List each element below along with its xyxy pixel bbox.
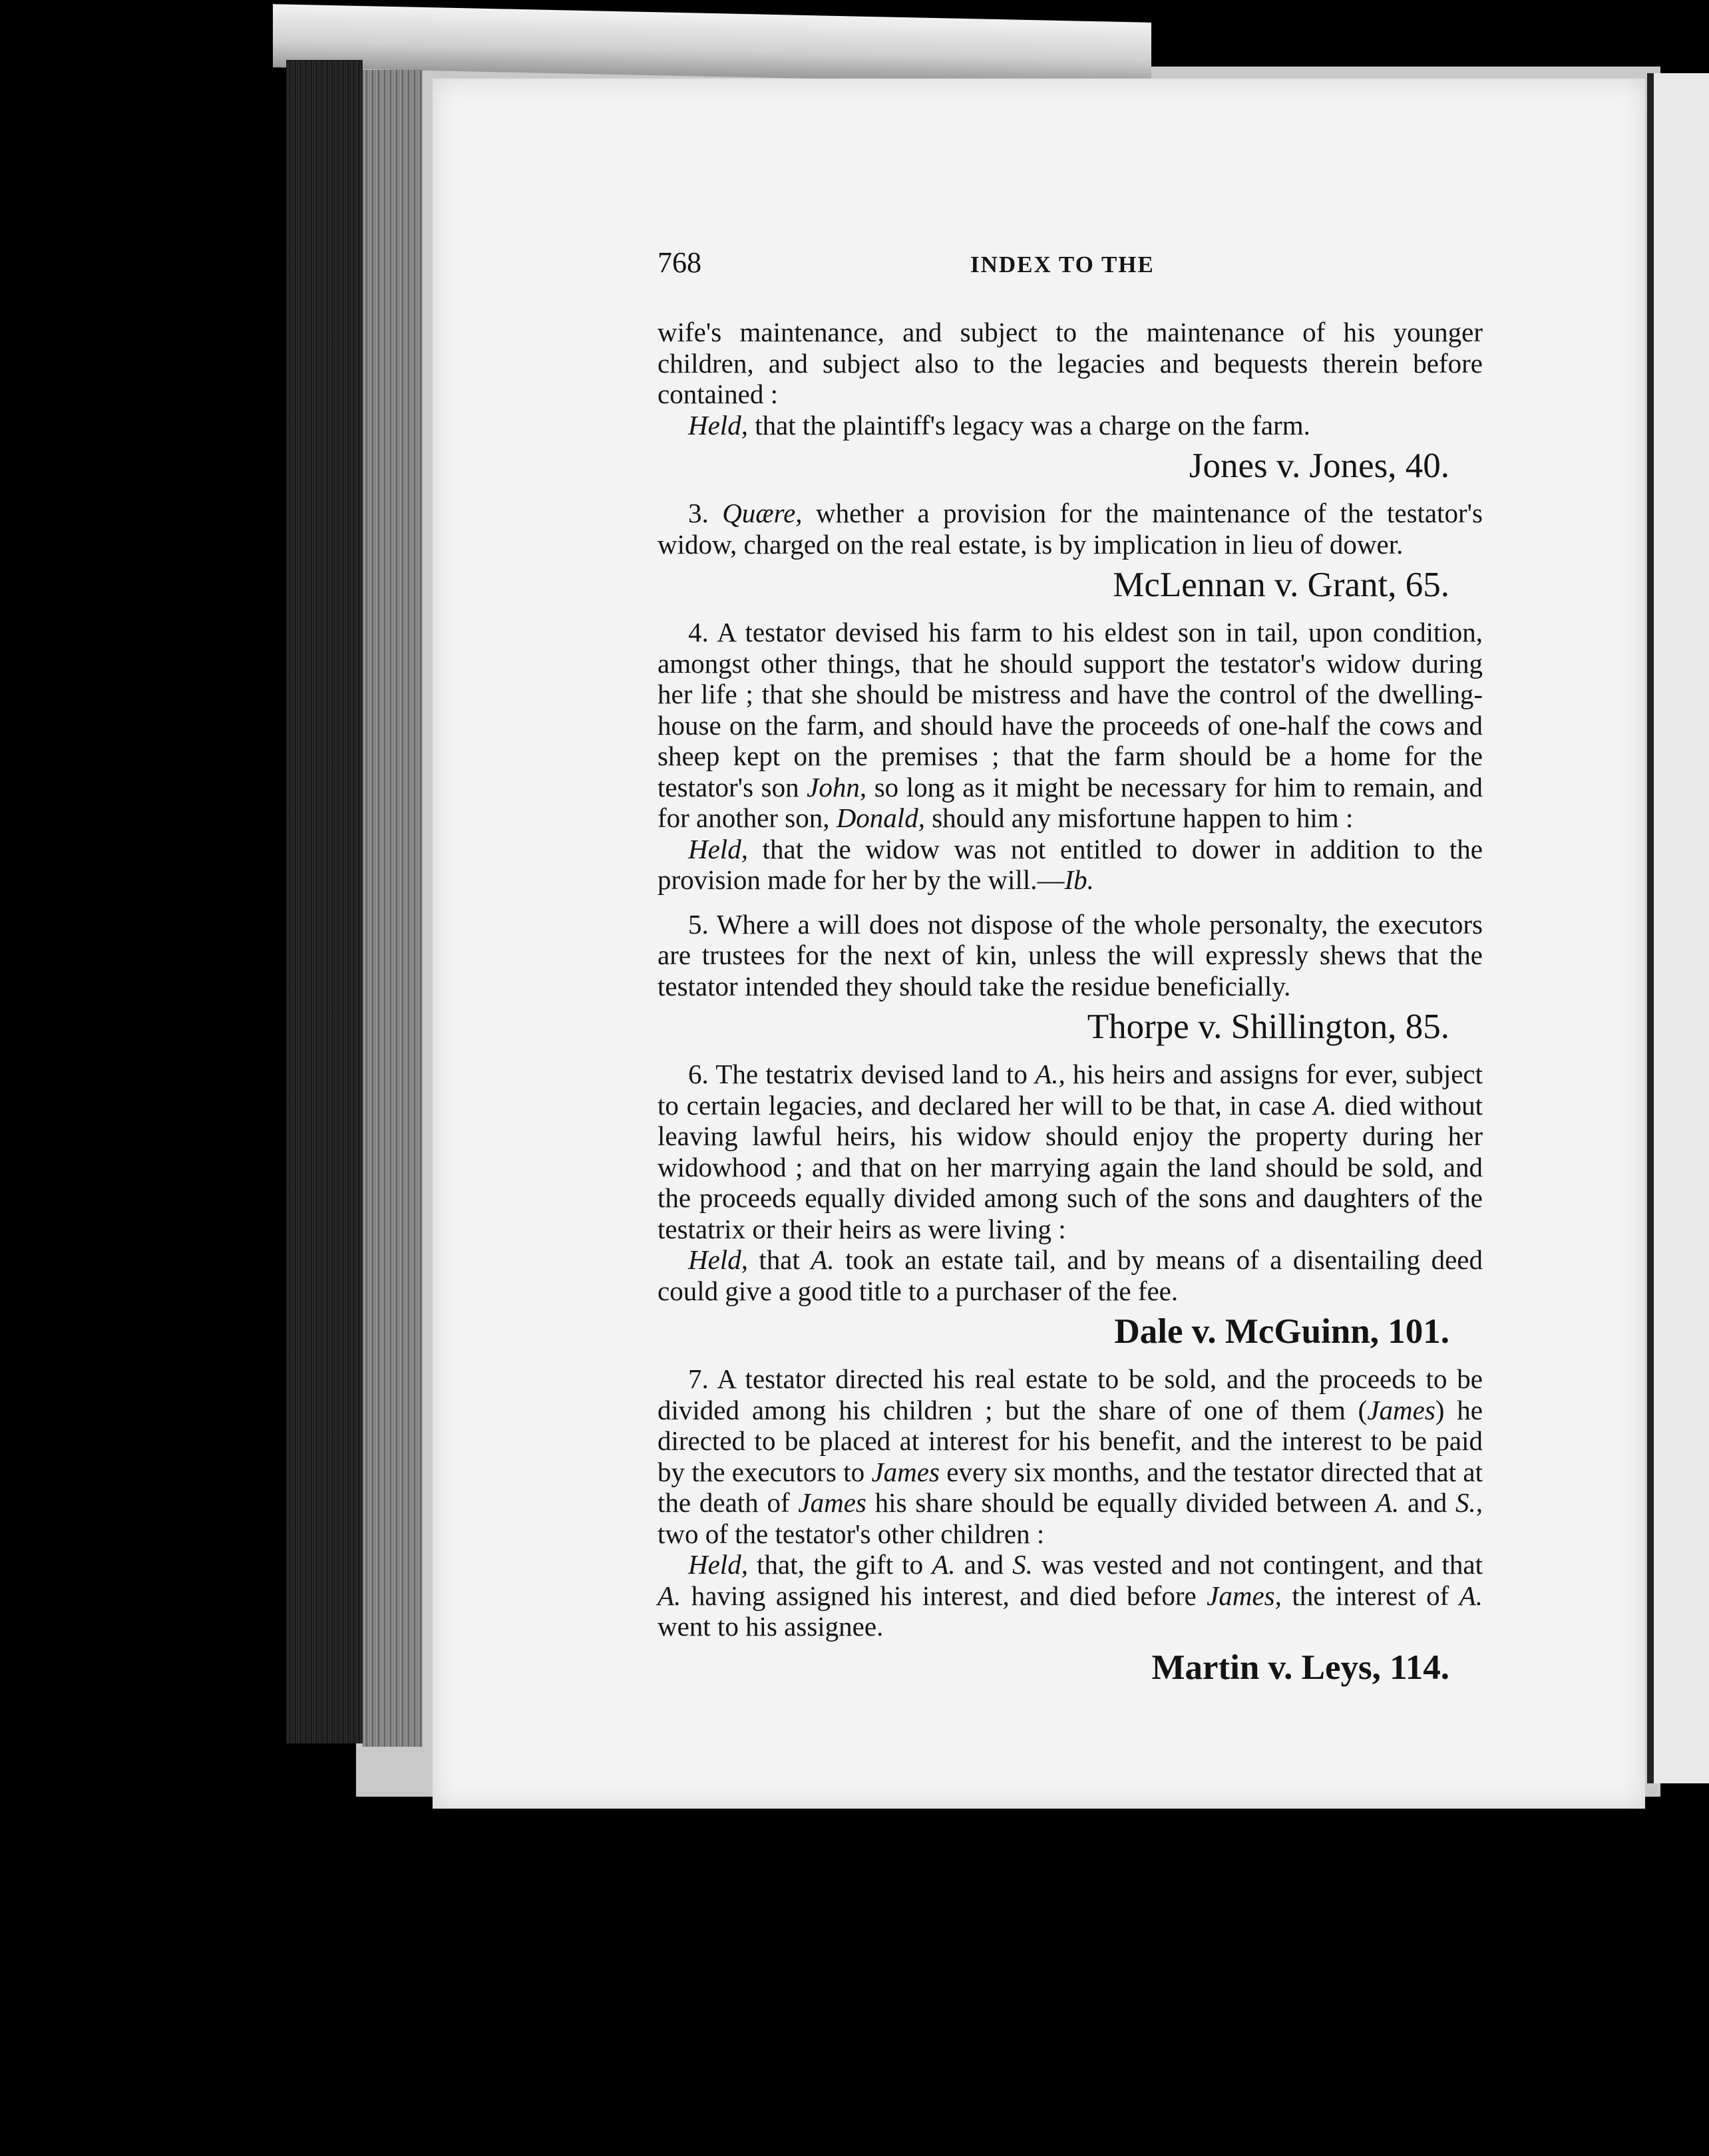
page-text (658, 248, 1483, 1700)
held-paragraph (658, 410, 1483, 441)
held-text: that (747, 1244, 811, 1275)
paragraph-text: his heirs and assigns for ever, subject to certain legacies, and declared her will to be that, in case (658, 1059, 1483, 1121)
held-text: took an estate tail, and by means of a disentailing deed could give a good title to a purchaser of the fee. (658, 1244, 1483, 1306)
held-text: having assigned his interest, and died before (681, 1580, 1207, 1611)
page-number: 768 (658, 246, 701, 279)
held-word: Held, (688, 1549, 748, 1580)
case-citation: Jones v. Jones, 40. (1189, 447, 1449, 485)
quaere-word: Quære, (722, 498, 803, 528)
italic-name: James (871, 1456, 940, 1487)
case-citation: Thorpe v. Shillington, 85. (1087, 1007, 1449, 1046)
paragraph-number: 3. (688, 498, 723, 528)
facing-page-edge (1647, 73, 1709, 1783)
paragraph-text: two of the testator's other children : (658, 1518, 1045, 1549)
italic-name: James, (1207, 1580, 1282, 1611)
held-text: the interest of (1281, 1580, 1459, 1611)
held-text: that, the gift to (747, 1549, 932, 1580)
paragraph-text: his share should be equally divided between (866, 1487, 1376, 1518)
paragraph-4 (658, 617, 1483, 834)
italic-letter: S. (1012, 1549, 1033, 1580)
held-word: Held, (688, 833, 748, 864)
italic-letter: S., (1455, 1487, 1483, 1518)
page-header (658, 248, 1483, 287)
paragraph-3 (658, 498, 1483, 560)
paragraph-text: ) he directed to be placed at interest for his benefit, and the interest to be paid by the executors to (658, 1394, 1483, 1487)
held-word: Held, (688, 409, 748, 441)
paragraph-text: should any misfortune happen to him : (924, 803, 1354, 833)
paragraph-6 (658, 1059, 1483, 1244)
paragraph-5: 5. Where a will does not dispose of the whole personalty, the executors are trustees for the next of kin, unless the will expressly shews that the testator intended they should take the residue beneficially. (658, 908, 1483, 1001)
held-text: was vested and not contingent, and that (1032, 1549, 1483, 1580)
italic-name: John, (807, 771, 867, 803)
paragraph-text: whether a provision for the maintenance of the testator's widow, charged on the real estate, is by implication in lieu of dower. (658, 498, 1483, 560)
paragraph-7 (658, 1363, 1483, 1549)
held-text: that the widow was not entitled to dower in addition to the provision made for her by the will.— (658, 833, 1483, 895)
held-paragraph (658, 834, 1483, 896)
italic-letter: A., (1035, 1059, 1065, 1089)
italic-letter: A. (658, 1580, 681, 1611)
paragraph-continued: wife's maintenance, and subject to the maintenance of his younger children, and subject also to the legacies and bequests therein before contained : (658, 317, 1483, 409)
case-citation: Martin v. Leys, 114. (1151, 1648, 1449, 1687)
italic-letter: A. (1375, 1487, 1400, 1518)
paragraph-text: 6. The testatrix devised land to (688, 1059, 1036, 1089)
book-spine-pages (286, 60, 363, 1743)
italic-letter: A. (932, 1549, 956, 1580)
held-text: and (955, 1549, 1013, 1580)
italic-name: Donald, (836, 803, 925, 833)
italic-letter: A. (1313, 1089, 1337, 1121)
case-citation: McLennan v. Grant, 65. (1113, 566, 1449, 604)
ibid-word: Ib. (1064, 864, 1094, 895)
italic-name: James (798, 1487, 866, 1518)
held-paragraph (658, 1549, 1483, 1642)
running-head: INDEX TO THE (970, 252, 1155, 277)
held-text: that the plaintiff's legacy was a charge on the farm. (747, 409, 1310, 441)
italic-letter: A. (1459, 1580, 1483, 1611)
italic-letter: A. (811, 1244, 835, 1275)
paragraph-text: 4. A testator devised his farm to his eldest son in tail, upon condition, amongst other things, that he should support the testator's widow during her life ; that she should be mistress and have the control of the dwelling-house on the farm, and should have the proceeds of one-half the cows and sheep kept on the premises ; that the farm should be a home for the testator's son (658, 617, 1483, 803)
italic-name: James (1367, 1394, 1435, 1425)
paragraph-text: every six months, and the testator directed that at the death of (658, 1456, 1483, 1518)
held-text: went to his assignee. (658, 1611, 884, 1642)
paragraph-text: 7. A testator directed his real estate to be sold, and the proceeds to be divided among his children ; but the share of one of them ( (658, 1363, 1483, 1425)
held-paragraph (658, 1244, 1483, 1306)
paragraph-text: so long as it might be necessary for him to remain, and for another son, (658, 771, 1483, 833)
page-gutter (1647, 73, 1654, 1783)
book-page-edges (363, 70, 423, 1747)
case-citation: Dale v. McGuinn, 101. (1114, 1312, 1449, 1351)
paragraph-text: died without leaving lawful heirs, his widow should enjoy the property during her widowhood ; and that on her marrying again the land should be sold, and the proceeds equally divided among such of the sons and daughters of the testatrix or their heirs as were living : (658, 1089, 1483, 1244)
held-word: Held, (688, 1244, 748, 1275)
paragraph-text: and (1399, 1487, 1455, 1518)
